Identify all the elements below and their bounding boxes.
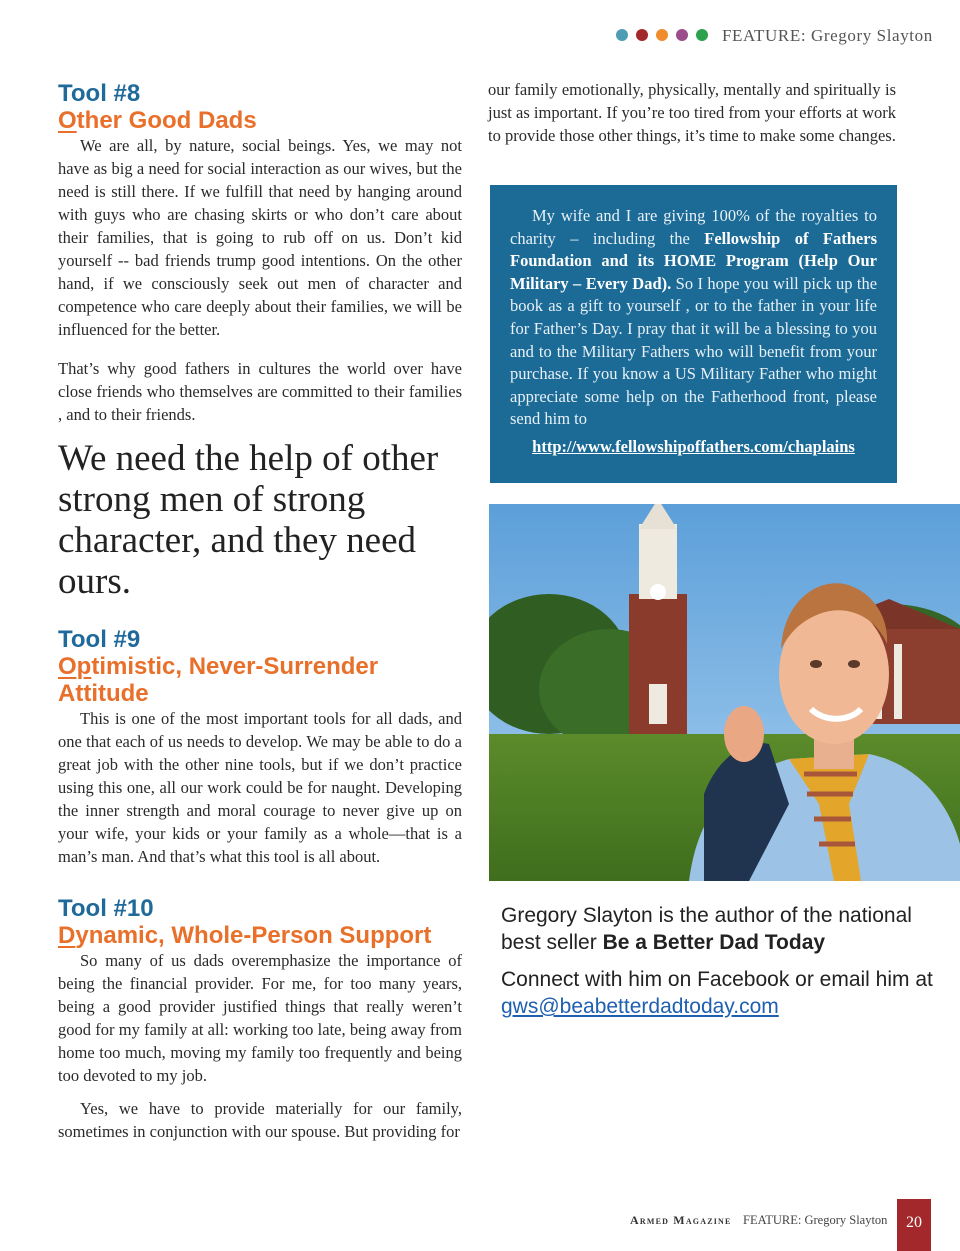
caption-bio-text: Gregory Slayton is the author of the national best seller [501,904,912,954]
callout-intro: My wife and I are giving 100% of the royalties to charity – including the [510,206,877,248]
footer-feature-label: FEATURE: Gregory Slayton [743,1213,888,1227]
tool10-title [58,922,431,949]
caption-contact-text: Connect with him on Facebook or email him at [501,968,933,991]
tool9-number: Tool #9 [58,626,141,653]
author-photo [489,504,960,881]
caption-book-title: Be a Better Dad Today [602,931,826,954]
caption-bio [501,902,941,956]
header-dot-1 [616,29,628,41]
header-feature-label: FEATURE: Gregory Slayton [722,26,933,45]
tool8-paragraph-2: That’s why good fathers in cultures the world over have close friends who themselves are committed to their families , and to their friends. [58,359,462,424]
tool8-number: Tool #8 [58,80,141,107]
header-dot-5 [696,29,708,41]
tool9-paragraph-1: This is one of the most important tools for all dads, and one that each of us needs to develop. We may be able to do a great job with the other nine tools, but if we don’t practice using this one, all our work could be for naught. Developing the inner strength and moral courage to never give up on your wife, your kids or your family as a whole—that is a man’s man. And that’s what this tool is all about. [58,709,462,866]
royalties-callout-text [510,205,877,431]
header-dot-2 [636,29,648,41]
header-dot-3 [656,29,668,41]
author-email-link[interactable]: gws@beabetterdadtoday.com [501,995,779,1018]
author-caption [501,902,941,1020]
tool10-number: Tool #10 [58,895,154,922]
tool9-title-line1-rest: timistic, Never-Surrender [91,653,379,680]
callout-program-name: Fellowship of Fathers Foundation and its HOME Program (Help Our Military – Every Dad). [510,228,877,293]
tool8-paragraph-1: We are all, by nature, social beings. Yes, we may not have as big a need for social interaction as our wives, but the need is still there. If we fulfill that need by hanging around with guys who are chasing skirts or who don’t care about their families, that is going to rub off on us. Don’t kid yourself -- bad friends trump good intentions. On the other hand, if we consciously seek out men of character and competence who care deeply about their families, we will be influenced for the better. [58,136,462,339]
pull-quote: We need the help of other strong men of strong character, and they need ours. [58,438,439,602]
tool10-paragraph-2: Yes, we have to provide materially for our family, sometimes in conjunction with our spouse. But providing for [58,1099,462,1141]
callout-body: So I hope you will pick up the book as a gift to yourself , or to the father in your life for Father’s Day. I pray that it will be a blessing to you and to the Military Fathers who will benefit from your purchase. If you know a US Military Father who might appreciate some help on the Fatherhood front, please send him to [510,273,878,429]
fellowship-of-fathers-link[interactable]: http://www.fellowshipoffathers.com/chaplains [532,437,855,456]
page-number: 20 [897,1199,931,1251]
tool9-title-line2: Attitude [58,680,149,707]
tool9-title-initial: Op [58,653,92,680]
tool10-title-initial: D [58,922,76,949]
tool8-title [58,107,257,134]
tool9-title [58,653,378,707]
header-dot-4 [676,29,688,41]
right-column-paragraph: our family emotionally, physically, mentally and spiritually is just as important. If you’re too tired from your efforts at work to provide those other things, it’s time to make some changes. [488,80,896,145]
tool10-title-rest: ynamic, Whole-Person Support [75,922,432,949]
header-color-dots [616,29,708,43]
tool10-paragraph-1: So many of us dads overemphasize the importance of being the financial provider. For me, for too many years, being a good provider justified things that really weren’t good for my family at all: working too late, being away from home too much, moving my family too frequently and being too devoted to my job. [58,951,462,1085]
author-photo-illustration [489,504,960,881]
tool8-title-rest: ther Good Dads [76,107,257,134]
footer-magazine-name: Armed Magazine [630,1213,732,1227]
caption-contact [501,966,941,1020]
tool8-title-initial: O [58,107,77,134]
